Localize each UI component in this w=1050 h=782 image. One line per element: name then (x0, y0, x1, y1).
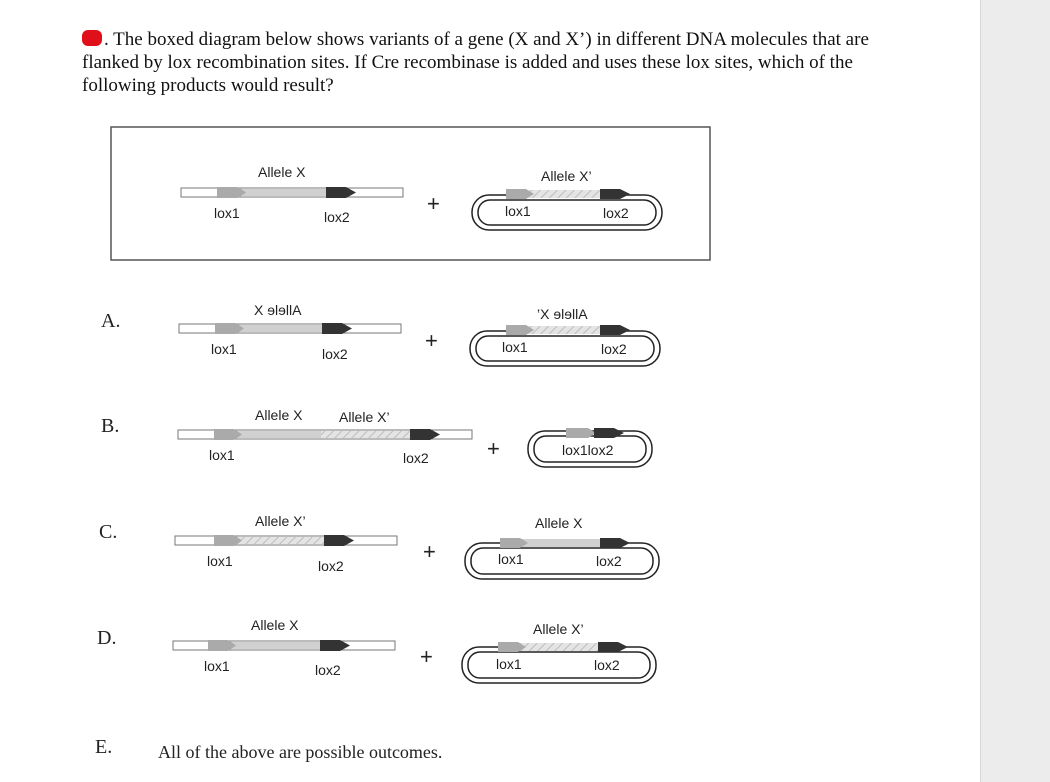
optionC-plasmid-lox2-label: lox2 (596, 553, 622, 569)
optionB-plus-sign: + (487, 436, 500, 461)
box-plus-sign: + (427, 191, 440, 216)
optionC-plasmid-dna (465, 538, 659, 579)
box-plasmid-lox1-label: lox1 (505, 203, 531, 219)
optionB-allele-x-label: Allele X (255, 407, 303, 423)
box-plasmid-dna (472, 189, 662, 230)
optionA-allele-xp-label (537, 306, 588, 322)
box-linear-dna (181, 187, 403, 198)
optionA-allele-x-label (254, 302, 301, 318)
optionD-plus-sign: + (420, 644, 433, 669)
optionC-linear-dna (175, 535, 397, 546)
optionD-lox2-label: lox2 (315, 662, 341, 678)
box-allele-x-label: Allele X (258, 164, 306, 180)
optionA-allele-x-mirrored: Allele X (254, 302, 302, 318)
optionA-plasmid-lox2-label: lox2 (601, 341, 627, 357)
optionA-plasmid-dna (470, 325, 660, 366)
option-b-letter: B. (101, 415, 120, 437)
optionD-allele-xp-label: Allele X’ (533, 621, 584, 637)
box-lox2-label: lox2 (324, 209, 350, 225)
optionA-allele-xp-mirrored: Allele X’ (537, 306, 588, 322)
optionC-lox2-label: lox2 (318, 558, 344, 574)
optionC-allele-xp-label: Allele X’ (255, 513, 306, 529)
optionD-allele-x-label: Allele X (251, 617, 299, 633)
optionA-lox2-label: lox2 (322, 346, 348, 362)
optionB-lox2-label: lox2 (403, 450, 429, 466)
optionA-lox1-label: lox1 (211, 341, 237, 357)
optionD-lox1-label: lox1 (204, 658, 230, 674)
option-e-letter: E. (95, 736, 113, 758)
optionB-plasmid-lox1lox2-label: lox1lox2 (562, 442, 614, 458)
box-lox1-label: lox1 (214, 205, 240, 221)
optionD-plasmid-lox1-label: lox1 (496, 656, 522, 672)
option-e-text: All of the above are possible outcomes. (158, 742, 443, 762)
option-c-letter: C. (99, 521, 118, 543)
optionD-plasmid-lox2-label: lox2 (594, 657, 620, 673)
optionC-plasmid-lox1-label: lox1 (498, 551, 524, 567)
option-a-letter: A. (101, 310, 121, 332)
optionB-linear-dna (178, 429, 472, 440)
optionB-lox1-label: lox1 (209, 447, 235, 463)
box-allele-xp-label: Allele X’ (541, 168, 592, 184)
question-body: . The boxed diagram below shows variants of a gene (X and X’) in different DNA molecules that are flanked by lox recombination sites. If Cre recombinase is added and uses these lox sites, which of the following products would result? (82, 29, 869, 96)
optionD-linear-dna (173, 640, 395, 651)
optionC-plus-sign: + (423, 539, 436, 564)
optionA-plus-sign: + (425, 328, 438, 353)
optionD-plasmid-dna (462, 642, 656, 683)
box-plasmid-lox2-label: lox2 (603, 205, 629, 221)
optionA-linear-dna (179, 323, 401, 334)
optionC-lox1-label: lox1 (207, 553, 233, 569)
option-d-letter: D. (97, 627, 117, 649)
optionA-plasmid-lox1-label: lox1 (502, 339, 528, 355)
optionB-allele-xp-label: Allele X’ (339, 409, 390, 425)
optionC-allele-x-label: Allele X (535, 515, 583, 531)
